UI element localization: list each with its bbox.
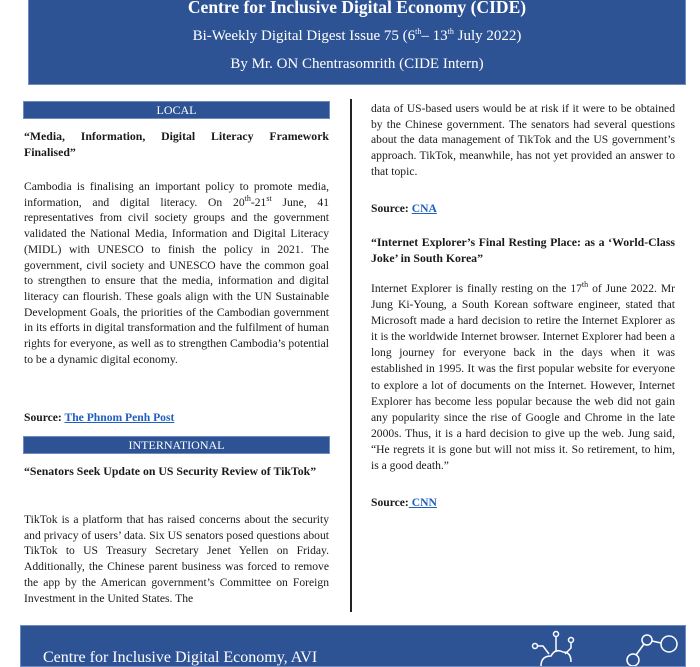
footer-banner — [20, 625, 686, 667]
local-source — [24, 411, 174, 424]
masthead-issue — [29, 28, 685, 45]
source-label: Source: — [24, 411, 62, 424]
issue-text: – 13 — [421, 28, 448, 44]
body-text: June, 41 representatives from civil society groups and the government validated the National Media, Information and Digital Literacy (MIDL) with UNESCO to finish the policy in 2021. The government, civil society and UNESCO have the common goal to strengthen to ensure that the media, information and digital literacy can flourish. These goals align with the UN Sustainable Development Goals, the priorities of the Cambodian government in its efforts in digital transformation and the fulfilment of human rights for everyone, as well as to strengthen Cambodia’s potential to be a dynamic digital economy. — [24, 195, 329, 366]
masthead — [28, 0, 686, 85]
local-headline: “Media, Information, Digital Literacy Framework Finalised” — [24, 129, 329, 159]
tiktok-headline: “Senators Seek Update on US Security Review of TikTok” — [24, 464, 317, 478]
masthead-title: Centre for Inclusive Digital Economy (CIDE) — [187, 0, 527, 17]
sup: st — [266, 193, 272, 203]
body-text: of June 2022. Mr Jung Ki-Young, a South Korean software engineer, stated that Microsoft made a hard decision to retire the Internet Explorer as it is the worldwide Internet browser. Internet Explorer had been a long journey for everyone back in the days when it was established in 1995. It was the first popular website for everyone to explore a lot of documents on the Internet. However, Internet Explorer has become less popular because the web did not gain any popularity since the rise of Google and Chrome in the late 2000s. Thus, it is a hard decision to give up the web. Jung said, “He regrets it is gone but will not miss it. So retirement, to him, is a good death.” — [371, 282, 675, 473]
tiktok-body-right: data of US-based users would be at risk if it were to be obtained by the Chinese government. The senators had several questions about the data management of TikTok and the US government’s approach. TikTok, meanwhile, has not yet provided an answer to that topic. — [371, 102, 675, 178]
sup: th — [244, 193, 251, 203]
ie-headline: “Internet Explorer’s Final Resting Place: as a ‘World-Class Joke’ in South Korea” — [371, 235, 675, 265]
source-label: Source: — [371, 496, 409, 509]
source-link-phnom-penh-post[interactable]: The Phnom Penh Post — [64, 411, 175, 424]
issue-text: July 2022) — [453, 28, 522, 44]
section-local-header: LOCAL — [23, 101, 330, 119]
masthead-byline: By Mr. ON Chentrasomrith (CIDE Intern) — [230, 56, 484, 72]
source-link-cnn[interactable]: CNN — [408, 496, 437, 509]
section-international-header: INTERNATIONAL — [23, 436, 330, 454]
sup: th — [447, 27, 454, 36]
column-divider — [350, 99, 352, 612]
cloud-network-icon — [521, 630, 591, 666]
body-text: -21 — [250, 195, 267, 209]
ie-body — [371, 281, 675, 474]
local-body — [24, 179, 329, 367]
sup: th — [415, 27, 422, 36]
body-text: Cambodia is finalising an important policy to promote media, information, and digital literacy. On 20 — [24, 180, 329, 209]
source-label: Source: — [371, 202, 409, 215]
issue-text: Bi-Weekly Digital Digest Issue 75 (6 — [192, 28, 416, 44]
footer-text: Centre for Inclusive Digital Economy, AVI — [43, 649, 318, 666]
body-text: Internet Explorer is finally resting on the 17 — [371, 282, 582, 295]
sup: th — [581, 280, 589, 290]
ie-source — [371, 496, 437, 509]
source-link-cna[interactable]: CNA — [411, 202, 437, 215]
people-network-icon — [625, 630, 685, 666]
tiktok-body-left: TikTok is a platform that has raised concerns about the security and privacy of users’ data. Six US senators posed questions about TikTok to US Treasury Secretary Jenet Yellen on Friday. Additionally, the Chinese parent business was forced to remove the app by the American government’s Committee on Foreign Investment in the United States. The — [24, 513, 329, 605]
tiktok-source — [371, 202, 437, 215]
